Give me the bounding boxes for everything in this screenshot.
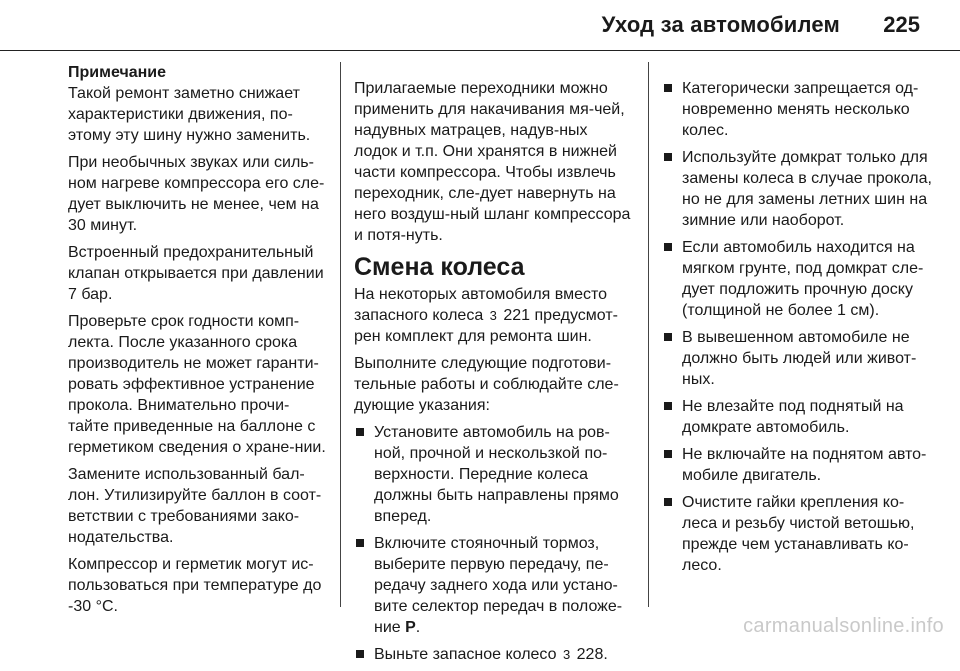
bullet-list: [662, 78, 934, 576]
list-item: [662, 147, 934, 231]
column-divider-1: [340, 62, 341, 607]
column-2: [354, 78, 632, 671]
list-item: [662, 444, 934, 486]
list-item: [662, 237, 934, 321]
list-item-text: Выньте запасное колесо: [374, 646, 557, 663]
bullet-icon: [356, 539, 364, 547]
list-item: [354, 422, 632, 527]
list-item-text: Очистите гайки крепления ко-леса и резьбу чистой ветошью, прежде чем устанавливать ко-лесо.: [682, 494, 915, 574]
paragraph: Компрессор и герметик могут ис-пользоваться при температуре до -30 °C.: [68, 556, 322, 615]
bullet-icon: [356, 428, 364, 436]
bullet-icon: [664, 84, 672, 92]
list-item: [662, 492, 934, 576]
text: .: [415, 619, 421, 636]
gear-position: P: [405, 619, 416, 636]
list-item-text: Не влезайте под поднятый на домкрате автомобиль.: [682, 398, 904, 436]
header-rule: [0, 50, 960, 51]
list-item: [662, 327, 934, 390]
bullet-list: [354, 422, 632, 665]
bullet-icon: [664, 450, 672, 458]
page-title: Уход за автомобилем: [601, 12, 840, 37]
paragraph: Проверьте срок годности комп-лекта. После указанного срока производитель не может гаранти-ровать эффективное устранение прокола. Внимательно прочи-тайте приведенные на баллоне с герметиком сведения о хране-нии.: [68, 313, 326, 456]
bullet-icon: [664, 498, 672, 506]
paragraph: Встроенный предохранительный клапан открывается при давлении 7 бар.: [68, 244, 324, 303]
list-item: [354, 533, 632, 638]
text: 228.: [576, 646, 608, 663]
list-item-text: Если автомобиль находится на мягком грунте, под домкрат сле-дует подложить прочную доску (толщиной не более 1 см).: [682, 239, 924, 319]
paragraph: Выполните следующие подготови-тельные работы и соблюдайте сле-дующие указания:: [354, 355, 619, 414]
paragraph: При необычных звуках или силь-ном нагреве компрессора его сле-дует выключить не менее, чем на 30 минут.: [68, 154, 325, 234]
list-item: [662, 396, 934, 438]
bullet-icon: [356, 650, 364, 658]
column-1: [68, 62, 330, 623]
list-item-text: Категорически запрещается од-новременно менять несколько колес.: [682, 80, 919, 139]
column-3: [662, 78, 934, 582]
column-divider-2: [648, 62, 649, 607]
cross-reference-icon: 3: [489, 308, 497, 323]
list-item-text: В вывешенном автомобиле не должно быть людей или живот-ных.: [682, 329, 917, 388]
section-heading: Смена колеса: [354, 253, 525, 281]
page-header: [0, 0, 960, 50]
bullet-icon: [664, 333, 672, 341]
cross-reference-icon: 3: [562, 647, 571, 662]
list-item-text: Не включайте на поднятом авто-мобиле двигатель.: [682, 446, 927, 484]
paragraph: Такой ремонт заметно снижает характеристики движения, по-этому эту шину нужно заменить.: [68, 85, 311, 144]
list-item-text: Используйте домкрат только для замены колеса в случае прокола, но не для замены летних шин на зимние или наоборот.: [682, 149, 932, 229]
paragraph: Прилагаемые переходники можно применить для накачивания мя-чей, надувных матрацев, надув-ных лодок и т.п. Они хранятся в нижней части компрессора. Чтобы извлечь переходник, сле-дует навернуть на него воздуш-ный шланг компрессора и потя-нуть.: [354, 80, 631, 244]
list-item-text: Включите стояночный тормоз, выберите первую передачу, пе-редачу заднего хода или устано-вите селектор передач в положе-ние: [374, 535, 623, 636]
page-number: 225: [883, 12, 920, 37]
bullet-icon: [664, 153, 672, 161]
bullet-icon: [664, 243, 672, 251]
list-item: [354, 644, 632, 665]
list-item: [662, 78, 934, 141]
paragraph: Замените использованный бал-лон. Утилизируйте баллон в соот-ветствии с требованиями зако-нодательства.: [68, 466, 322, 546]
text: На некоторых автомобиля вместо запасного колеса: [354, 286, 608, 324]
watermark: carmanualsonline.info: [743, 615, 944, 637]
note-title: Примечание: [68, 64, 167, 81]
text: 221 предусмот-рен комплект для ремонта шин.: [354, 307, 618, 345]
bullet-icon: [664, 402, 672, 410]
list-item-text: Установите автомобиль на ров-ной, прочной и нескользкой по-верхности. Передние колеса должны быть направлены прямо вперед.: [374, 424, 619, 525]
paragraph: [354, 284, 632, 347]
